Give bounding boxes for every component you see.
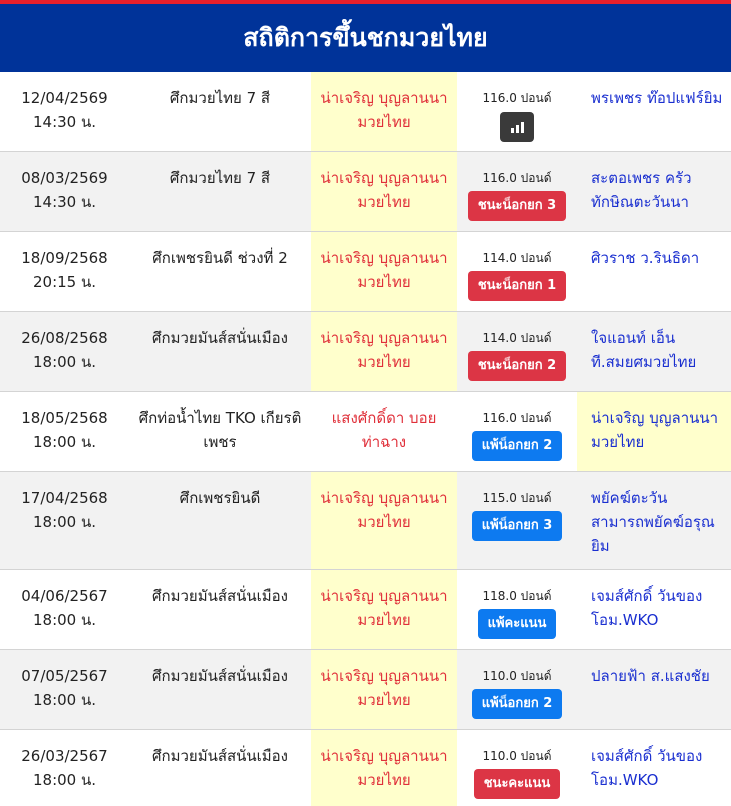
red-corner-fighter[interactable]: น่าเจริญ บุญลานนามวยไทย [311, 232, 457, 311]
fight-date: 08/03/2569 [21, 169, 108, 187]
table-row [0, 730, 731, 806]
weight-label: 116.0 ปอนด์ [482, 171, 552, 185]
event-name: ศึกเพชรยินดี ช่วงที่ 2 [152, 249, 288, 267]
red-corner-fighter[interactable]: น่าเจริญ บุญลานนามวยไทย [311, 472, 457, 569]
result-cell [457, 312, 577, 391]
result-badge[interactable]: แพ้น็อกยก 3 [472, 511, 563, 541]
result-cell [457, 72, 577, 151]
fight-time: 20:15 น. [32, 273, 97, 291]
fight-date-cell [0, 570, 129, 649]
red-corner-fighter[interactable]: น่าเจริญ บุญลานนามวยไทย [311, 312, 457, 391]
blue-corner-fighter[interactable]: น่าเจริญ บุญลานนามวยไทย [577, 392, 731, 471]
page-header [0, 4, 731, 72]
table-row [0, 392, 731, 472]
table-row [0, 72, 731, 152]
table-row [0, 152, 731, 232]
result-cell [457, 730, 577, 806]
weight-label: 114.0 ปอนด์ [482, 331, 552, 345]
event-name: ศึกเพชรยินดี [179, 489, 261, 507]
fight-date-cell [0, 472, 129, 569]
blue-corner-fighter[interactable]: เจมส์ศักดิ์ วันของโอม.WKO [591, 587, 703, 629]
event-name: ศึกท่อน้ำไทย TKO เกียรติเพชร [138, 409, 302, 451]
blue-corner-fighter[interactable]: สะตอเพชร ครัวทักษิณตะวันนา [591, 169, 692, 211]
fight-date-cell [0, 392, 129, 471]
blue-corner-fighter[interactable]: พรเพชร ท๊อปแฟร์ยิม [591, 89, 723, 107]
fight-time: 18:00 น. [32, 611, 97, 629]
table-row [0, 472, 731, 570]
weight-label: 116.0 ปอนด์ [482, 91, 552, 105]
event-name: ศึกมวยมันส์สนั่นเมือง [151, 747, 288, 765]
weight-label: 118.0 ปอนด์ [482, 589, 552, 603]
fight-time: 14:30 น. [32, 113, 97, 131]
blue-corner-fighter[interactable]: ศิวราช ว.รินธิดา [591, 249, 700, 267]
weight-label: 115.0 ปอนด์ [482, 491, 552, 505]
event-name: ศึกมวยมันส์สนั่นเมือง [151, 329, 288, 347]
red-corner-fighter[interactable]: แสงศักดิ์ดา บอยท่าฉาง [331, 409, 437, 451]
fight-date-cell [0, 730, 129, 806]
bar-chart-icon[interactable] [500, 112, 534, 142]
fight-date-cell [0, 152, 129, 231]
result-cell [457, 472, 577, 569]
result-badge[interactable]: ชนะน็อกยก 2 [468, 351, 566, 381]
page-title: สถิติการขึ้นชกมวยไทย [243, 23, 488, 52]
result-badge[interactable]: ชนะคะแนน [474, 769, 561, 799]
blue-corner-fighter[interactable]: เจมส์ศักดิ์ วันของโอม.WKO [591, 747, 703, 789]
result-badge[interactable]: แพ้น็อกยก 2 [472, 431, 563, 461]
result-badge[interactable]: แพ้คะแนน [478, 609, 557, 639]
fight-date-cell [0, 232, 129, 311]
fight-date: 17/04/2568 [21, 489, 108, 507]
fight-date-cell [0, 650, 129, 729]
event-name: ศึกมวยมันส์สนั่นเมือง [151, 667, 288, 685]
fight-date: 07/05/2567 [21, 667, 108, 685]
result-cell [457, 570, 577, 649]
red-corner-fighter[interactable]: น่าเจริญ บุญลานนามวยไทย [311, 152, 457, 231]
blue-corner-fighter[interactable]: ใจแอนท์ เอ็นที.สมยศมวยไทย [591, 329, 697, 371]
weight-label: 110.0 ปอนด์ [482, 749, 552, 763]
red-corner-fighter[interactable]: น่าเจริญ บุญลานนามวยไทย [311, 570, 457, 649]
fight-date-cell [0, 72, 129, 151]
event-name: ศึกมวยมันส์สนั่นเมือง [151, 587, 288, 605]
result-badge[interactable]: ชนะน็อกยก 1 [468, 271, 566, 301]
fight-time: 18:00 น. [32, 771, 97, 789]
result-badge[interactable]: แพ้น็อกยก 2 [472, 689, 563, 719]
fight-time: 18:00 น. [32, 691, 97, 709]
fight-time: 18:00 น. [32, 433, 97, 451]
weight-label: 110.0 ปอนด์ [482, 669, 552, 683]
result-badge[interactable]: ชนะน็อกยก 3 [468, 191, 566, 221]
table-row [0, 570, 731, 650]
table-row [0, 650, 731, 730]
fight-date: 04/06/2567 [21, 587, 108, 605]
result-cell [457, 650, 577, 729]
fight-date: 26/03/2567 [21, 747, 108, 765]
table-row [0, 232, 731, 312]
weight-label: 114.0 ปอนด์ [482, 251, 552, 265]
red-corner-fighter[interactable]: น่าเจริญ บุญลานนามวยไทย [311, 650, 457, 729]
blue-corner-fighter[interactable]: ปลายฟ้า ส.แสงชัย [591, 667, 710, 685]
result-cell [457, 392, 577, 471]
fight-date: 18/09/2568 [21, 249, 108, 267]
red-corner-fighter[interactable]: น่าเจริญ บุญลานนามวยไทย [311, 72, 457, 151]
event-name: ศึกมวยไทย 7 สี [169, 89, 271, 107]
fight-record-table [0, 72, 731, 806]
weight-label: 116.0 ปอนด์ [482, 411, 552, 425]
fight-date-cell [0, 312, 129, 391]
fight-date: 18/05/2568 [21, 409, 108, 427]
fight-date: 26/08/2568 [21, 329, 108, 347]
blue-corner-fighter[interactable]: พยัคฆ์ตะวัน สามารถพยัคฆ์อรุณยิม [591, 489, 715, 555]
fight-time: 18:00 น. [32, 513, 97, 531]
event-name: ศึกมวยไทย 7 สี [169, 169, 271, 187]
fight-time: 14:30 น. [32, 193, 97, 211]
fight-time: 18:00 น. [32, 353, 97, 371]
red-corner-fighter[interactable]: น่าเจริญ บุญลานนามวยไทย [311, 730, 457, 806]
result-cell [457, 232, 577, 311]
fight-date: 12/04/2569 [21, 89, 108, 107]
table-row [0, 312, 731, 392]
result-cell [457, 152, 577, 231]
